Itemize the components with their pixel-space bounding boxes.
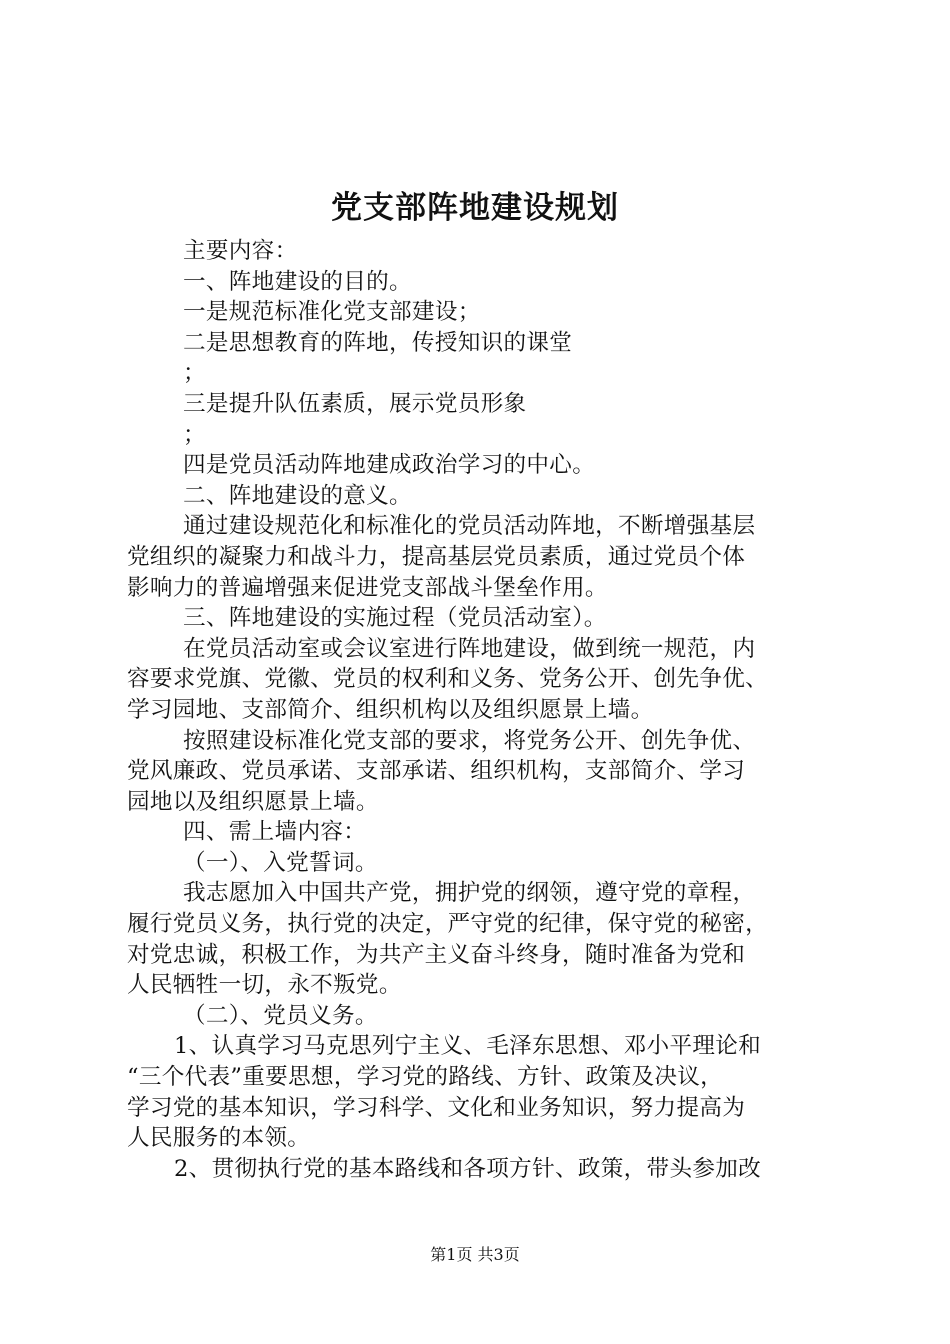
text-line: 2、贯彻执行党的基本路线和各项方针、政策，带头参加改 — [174, 1155, 762, 1182]
text-line: 一、阵地建设的目的。 — [183, 268, 412, 295]
text-line: 学习园地、支部简介、组织机构以及组织愿景上墙。 — [127, 696, 654, 723]
text-line: 人民牺牲一切，永不叛党。 — [127, 972, 402, 999]
text-line: 四、需上墙内容： — [183, 819, 367, 846]
text-line: 园地以及组织愿景上墙。 — [127, 788, 379, 815]
text-line: 一是规范标准化党支部建设； — [183, 299, 481, 326]
text-line: 三、阵地建设的实施过程（党员活动室）。 — [183, 605, 607, 632]
text-line: 人民服务的本领。 — [127, 1125, 311, 1152]
text-line: 主要内容： — [183, 238, 298, 264]
text-line: 二是思想教育的阵地，传授知识的课堂 — [183, 329, 573, 356]
text-line: ； — [183, 360, 206, 387]
text-line: 学习党的基本知识，学习科学、文化和业务知识，努力提高为 — [127, 1094, 746, 1121]
text-line: 按照建设标准化党支部的要求，将党务公开、创先争优、 — [183, 727, 756, 754]
text-line: ； — [183, 421, 206, 448]
text-line: “三个代表”重要思想，学习党的路线、方针、政策及决议， — [127, 1064, 724, 1091]
page-footer: 第1页 共3页 — [430, 1245, 520, 1264]
text-line: 容要求党旗、党徽、党员的权利和义务、党务公开、创先争优、 — [127, 666, 769, 693]
text-line: 通过建设规范化和标准化的党员活动阵地，不断增强基层 — [183, 513, 756, 540]
text-line: 二、阵地建设的意义。 — [183, 482, 412, 509]
text-line: 党组织的凝聚力和战斗力，提高基层党员素质，通过党员个体 — [127, 543, 746, 570]
document-title: 党支部阵地建设规划 — [331, 190, 619, 226]
text-line: 履行党员义务，执行党的决定，严守党的纪律，保守党的秘密， — [127, 911, 769, 938]
text-line: 我志愿加入中国共产党，拥护党的纲领，遵守党的章程， — [183, 880, 756, 907]
text-line: 1、认真学习马克思列宁主义、毛泽东思想、邓小平理论和 — [174, 1033, 762, 1060]
text-line: 影响力的普遍增强来促进党支部战斗堡垒作用。 — [127, 574, 608, 601]
text-line: 在党员活动室或会议室进行阵地建设，做到统一规范，内 — [183, 635, 756, 662]
text-line: （二）、党员义务。 — [183, 1002, 378, 1029]
text-line: 四是党员活动阵地建成政治学习的中心。 — [183, 452, 596, 479]
text-line: 三是提升队伍素质，展示党员形象 — [183, 390, 527, 417]
text-line: （一）、入党誓词。 — [183, 849, 378, 876]
document-body — [127, 236, 833, 1184]
text-line: 党风廉政、党员承诺、支部承诺、组织机构，支部简介、学习 — [127, 758, 746, 785]
text-line: 对党忠诚，积极工作，为共产主义奋斗终身，随时准备为党和 — [127, 941, 746, 968]
